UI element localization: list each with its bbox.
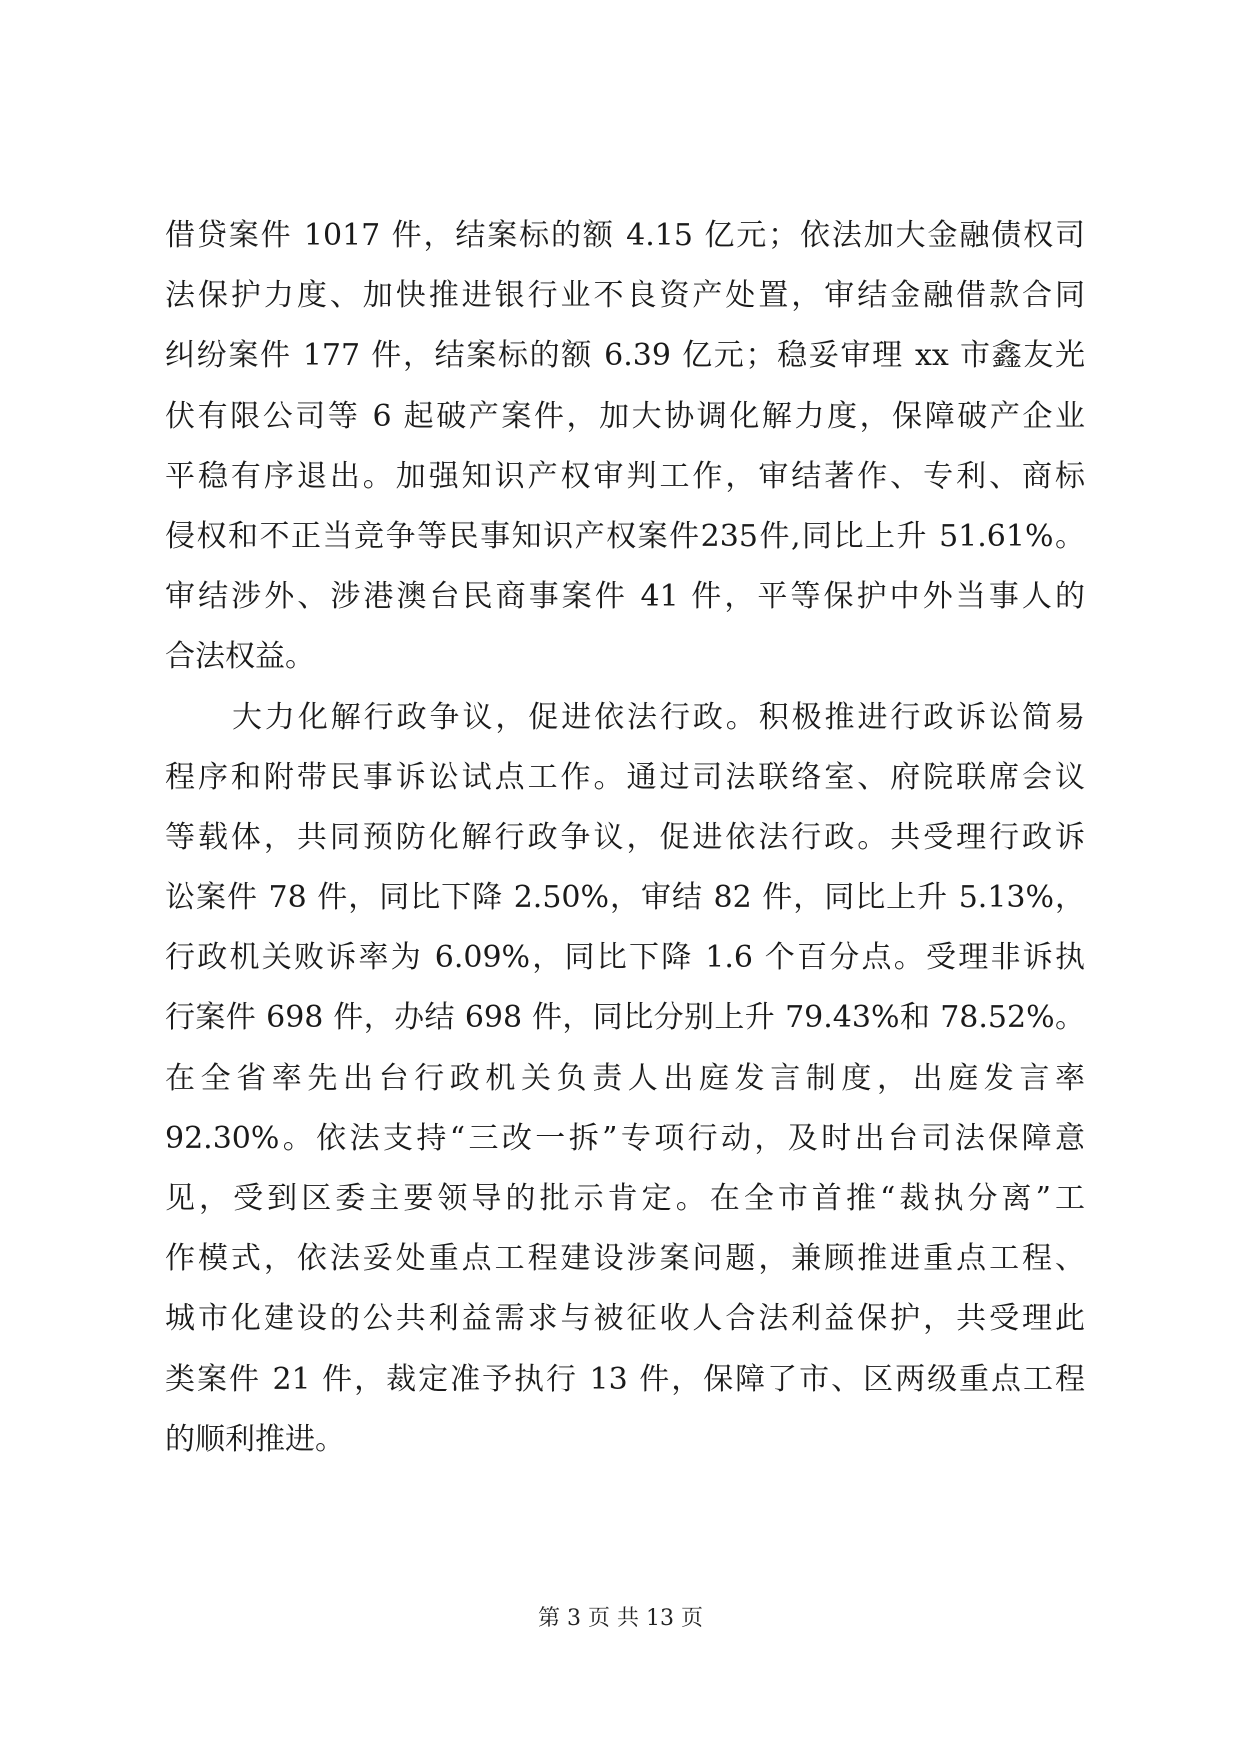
text-line: 伏有限公司等 6 起破产案件，加大协调化解力度，保障破产企业 xyxy=(165,398,1085,434)
text-line: 行政机关败诉率为 6.09%，同比下降 1.6 个百分点。受理非诉执 xyxy=(165,940,1085,976)
text-line: 的顺利推进。 xyxy=(165,1421,345,1457)
text-line: 作模式，依法妥处重点工程建设涉案问题，兼顾推进重点工程、 xyxy=(165,1241,1085,1277)
text-line: 审结涉外、涉港澳台民商事案件 41 件，平等保护中外当事人的 xyxy=(165,579,1085,615)
text-line: 借贷案件 1017 件，结案标的额 4.15 亿元；依法加大金融债权司 xyxy=(165,218,1085,253)
text-line: 法保护力度、加快推进银行业不良资产处置，审结金融借款合同 xyxy=(165,278,1085,314)
text-line: 类案件 21 件，裁定准予执行 13 件，保障了市、区两级重点工程 xyxy=(165,1361,1085,1397)
text-line: 纠纷案件 177 件，结案标的额 6.39 亿元；稳妥审理 xx 市鑫友光 xyxy=(165,338,1085,374)
text-line: 见，受到区委主要领导的批示肯定。在全市首推“裁执分离”工 xyxy=(165,1181,1085,1216)
text-line: 大力化解行政争议，促进依法行政。积极推进行政诉讼简易 xyxy=(232,699,1085,735)
text-line: 在全省率先出台行政机关负责人出庭发言制度，出庭发言率 xyxy=(165,1060,1085,1096)
text-line: 平稳有序退出。加强知识产权审判工作，审结著作、专利、商标 xyxy=(165,458,1085,494)
text-line: 侵权和不正当竞争等民事知识产权案件235件,同比上升 51.61%。 xyxy=(165,518,1085,554)
text-line: 等载体，共同预防化解行政争议，促进依法行政。共受理行政诉 xyxy=(165,819,1085,855)
text-line: 92.30%。依法支持“三改一拆”专项行动，及时出台司法保障意 xyxy=(165,1120,1085,1156)
page-number-footer: 第 3 页 共 13 页 xyxy=(538,1606,703,1631)
text-line: 行案件 698 件，办结 698 件，同比分别上升 79.43%和 78.52%。 xyxy=(165,1000,1085,1036)
text-line: 合法权益。 xyxy=(165,639,315,675)
document-body xyxy=(165,206,1085,1470)
text-line: 程序和附带民事诉讼试点工作。通过司法联络室、府院联席会议 xyxy=(165,759,1085,795)
text-line: 城市化建设的公共利益需求与被征收人合法利益保护，共受理此 xyxy=(165,1301,1085,1337)
text-line: 讼案件 78 件，同比下降 2.50%，审结 82 件，同比上升 5.13%， xyxy=(165,880,1085,916)
